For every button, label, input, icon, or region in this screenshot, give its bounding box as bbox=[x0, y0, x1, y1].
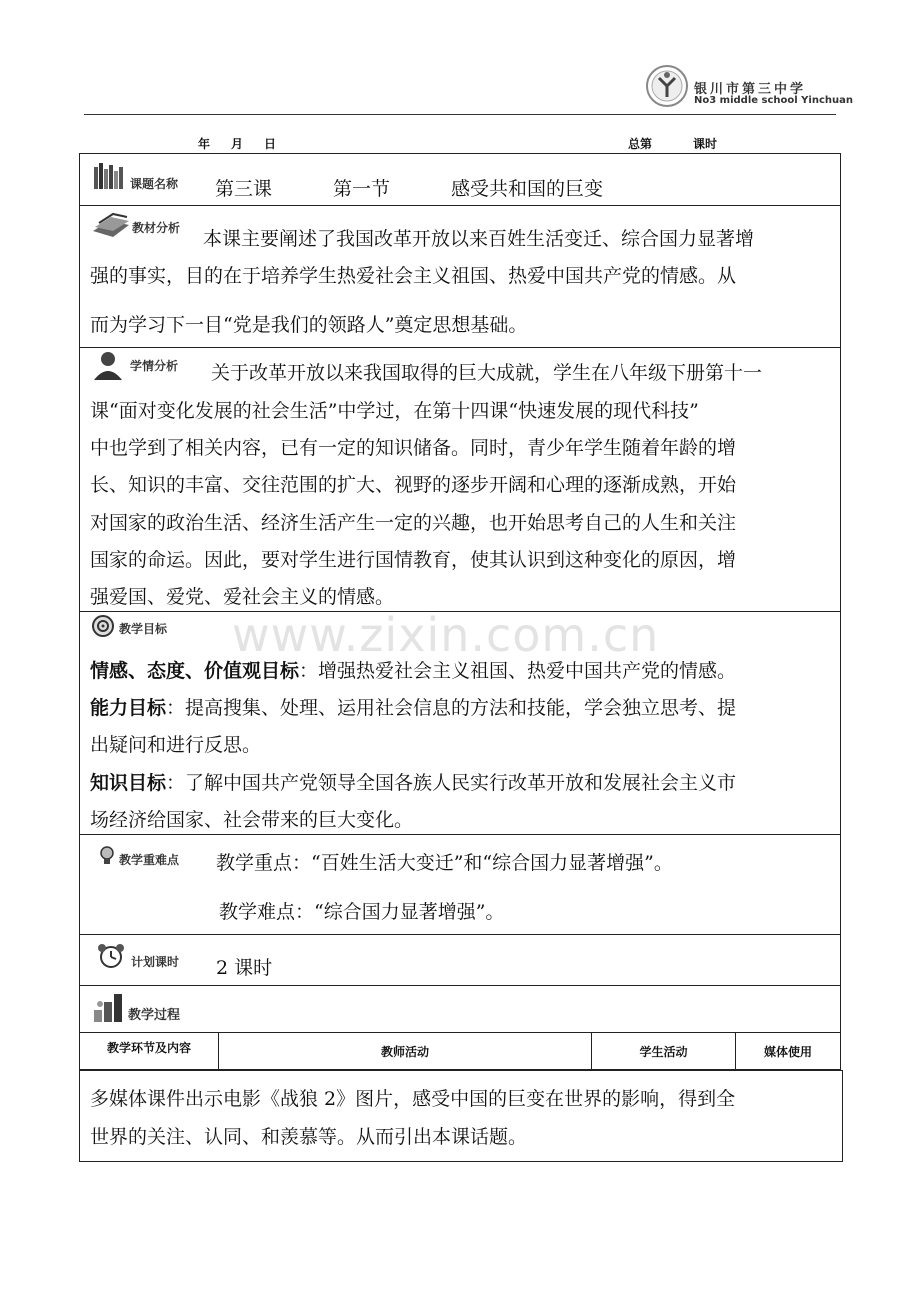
goals-label: 教学目标 bbox=[119, 622, 168, 636]
students-line: 对国家的政治生活、经济生活产生一定的兴趣，也开始思考自己的人生和关注 bbox=[90, 512, 737, 534]
divider bbox=[79, 347, 841, 348]
textbook-text-line3: 而为学习下一目“党是我们的领路人”奠定思想基础。 bbox=[90, 314, 528, 336]
students-line: 强爱国、爱党、爱社会主义的情感。 bbox=[90, 586, 395, 608]
target-icon bbox=[92, 615, 116, 641]
intro-line1: 多媒体课件出示电影《战狼 2》图片，感受中国的巨变在世界的影响，得到全 bbox=[90, 1088, 736, 1110]
students-line: 课“面对变化发展的社会生活”中学过，在第十四课“快速发展的现代科技” bbox=[90, 400, 699, 422]
column-header: 教学环节及内容 bbox=[79, 1033, 219, 1070]
ability-goal bbox=[90, 690, 736, 728]
emotion-goal bbox=[90, 653, 736, 691]
textbook-text-line1: 本课主要阐述了我国改革开放以来百姓生活变迁、综合国力显著增 bbox=[203, 228, 755, 250]
school-name-cn: 银川市第三中学 bbox=[694, 82, 807, 97]
intro-line2: 世界的关注、认同、和羡慕等。从而引出本课话题。 bbox=[90, 1126, 528, 1148]
column-header: 学生活动 bbox=[592, 1033, 736, 1070]
month-label: 月 bbox=[231, 137, 244, 151]
divider bbox=[79, 205, 841, 206]
divider bbox=[79, 934, 841, 935]
lesson-topic: 感受共和国的巨变 bbox=[451, 178, 604, 200]
keypoints-label: 教学重难点 bbox=[119, 853, 180, 867]
hours-label: 计划课时 bbox=[131, 955, 180, 969]
emotion-goal-title: 情感、态度、价值观目标 bbox=[90, 660, 300, 682]
student-icon bbox=[91, 350, 125, 384]
column-header: 教师活动 bbox=[219, 1033, 592, 1070]
textbook-text-line2: 强的事实，目的在于培养学生热爱社会主义祖国、热爱中国共产党的情感。从 bbox=[90, 265, 737, 287]
ability-goal-title: 能力目标 bbox=[90, 697, 167, 719]
header-rule bbox=[84, 114, 836, 115]
students-line: 中也学到了相关内容，已有一定的知识储备。同时，青少年学生随着年龄的增 bbox=[90, 437, 737, 459]
difficulty-point: 教学难点：“综合国力显著增强”。 bbox=[219, 901, 505, 923]
textbook-icon bbox=[91, 211, 131, 243]
school-name-en: No3 middle school Yinchuan bbox=[694, 95, 854, 106]
hours-value: 2 课时 bbox=[216, 957, 273, 979]
total-label: 总第 bbox=[628, 137, 653, 151]
knowledge-goal bbox=[90, 765, 736, 803]
students-line: 长、知识的丰富、交往范围的扩大、视野的逐步开阔和心理的逐渐成熟，开始 bbox=[90, 474, 737, 496]
ability-goal-text-2: 出疑问和进行反思。 bbox=[90, 734, 262, 756]
school-logo bbox=[645, 64, 689, 108]
lesson-number: 第三课 bbox=[215, 178, 273, 200]
ability-goal-text: ：提高搜集、处理、运用社会信息的方法和技能，学会独立思考、提 bbox=[166, 697, 737, 719]
divider bbox=[79, 985, 841, 986]
day-label: 日 bbox=[264, 137, 277, 151]
emotion-goal-text: ：增强热爱社会主义祖国、热爱中国共产党的情感。 bbox=[299, 660, 737, 682]
key-point: 教学重点：“百姓生活大变迁”和“综合国力显著增强”。 bbox=[216, 852, 673, 874]
watermark: www.zixin.com.cn bbox=[232, 608, 660, 662]
textbook-label: 教材分析 bbox=[132, 221, 181, 235]
process-table-header bbox=[79, 1033, 841, 1070]
process-label: 教学过程 bbox=[128, 1008, 181, 1023]
books-icon bbox=[93, 161, 127, 193]
students-line: 国家的命运。因此，要对学生进行国情教育，使其认识到这种变化的原因，增 bbox=[90, 549, 737, 571]
year-label: 年 bbox=[198, 137, 211, 151]
knowledge-goal-title: 知识目标 bbox=[90, 772, 167, 794]
knowledge-goal-text: ：了解中国共产党领导全国各族人民实行改革开放和发展社会主义市 bbox=[166, 772, 737, 794]
chart-blocks-icon bbox=[92, 990, 126, 1028]
lightbulb-icon bbox=[98, 846, 116, 870]
students-label: 学情分析 bbox=[130, 359, 179, 373]
period-label: 课时 bbox=[693, 137, 718, 151]
column-header: 媒体使用 bbox=[736, 1033, 841, 1070]
alarm-clock-icon bbox=[96, 943, 126, 973]
title-row-label: 课题名称 bbox=[130, 177, 179, 191]
knowledge-goal-text-2: 场经济给国家、社会带来的巨大变化。 bbox=[90, 809, 414, 831]
section-number: 第一节 bbox=[333, 178, 391, 200]
students-line: 关于改革开放以来我国取得的巨大成就，学生在八年级下册第十一 bbox=[211, 362, 763, 384]
